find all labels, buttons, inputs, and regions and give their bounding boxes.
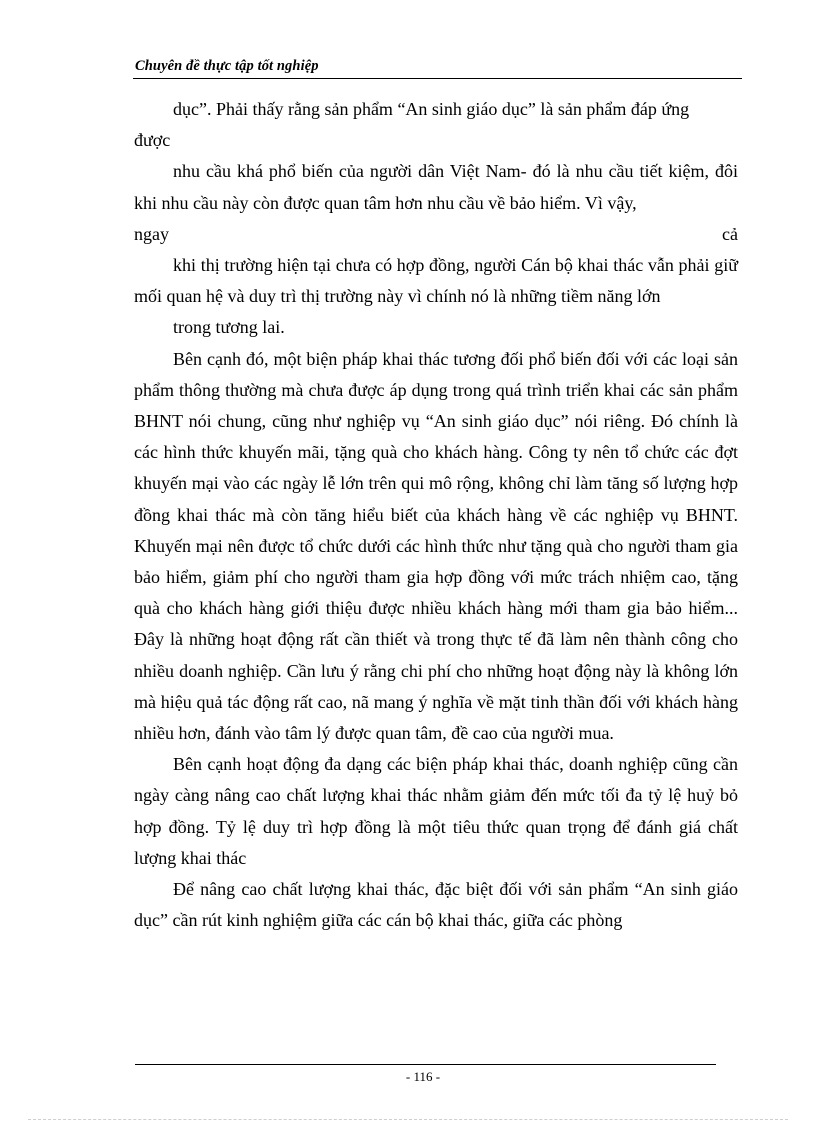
paragraph-7: Để nâng cao chất lượng khai thác, đặc biệt đối với sản phẩm “An sinh giáo dục” cần rút kinh nghiệm giữa các cán bộ khai thác, giữa các phòng [134, 879, 738, 931]
paragraph-2-word-left: ngay [134, 223, 169, 244]
paragraph-1-continuation: được [134, 130, 171, 151]
paragraph-2-justified-line [134, 219, 738, 250]
header-divider [133, 78, 742, 79]
paragraph-1-line-1: dục”. Phải thấy rằng sản phẩm “An sinh giáo dục” là sản phẩm đáp ứng [173, 99, 690, 119]
page-number: - 116 - [405, 1069, 441, 1084]
page-bottom-dashed-line [28, 1119, 788, 1120]
paragraph-6: Bên cạnh hoạt động đa dạng các biện pháp khai thác, doanh nghiệp cũng cần ngày càng nâng cao chất lượng khai thác nhằm giảm đến mức tối đa tỷ lệ huỷ bỏ hợp đồng. Tỷ lệ duy trì hợp đồng là một tiêu thức quan trọng để đánh giá chất lượng khai thác [134, 754, 738, 868]
paragraph-2: nhu cầu khá phổ biến của người dân Việt Nam- đó là nhu cầu tiết kiệm, đôi khi nhu cầu này còn được quan tâm hơn nhu cầu về bảo hiểm. Vì vậy, [134, 161, 738, 213]
paragraph-2-word-right: cả [722, 223, 738, 244]
body-text [134, 94, 738, 936]
footer-divider [135, 1064, 716, 1065]
paragraph-4: trong tương lai. [173, 317, 285, 338]
paragraph-3: khi thị trường hiện tại chưa có hợp đồng, người Cán bộ khai thác vẫn phải giữ mối quan hệ và duy trì thị trường này vì chính nó là những tiềm năng lớn [134, 255, 738, 307]
page-header-title: Chuyên đề thực tập tốt nghiệp [135, 58, 319, 74]
paragraph-5: Bên cạnh đó, một biện pháp khai thác tương đối phổ biến đối với các loại sản phẩm thông thường mà chưa được áp dụng trong quá trình triển khai các sản phẩm BHNT nói chung, cũng như nghiệp vụ “An sinh giáo dục” nói riêng. Đó chính là các hình thức khuyến mãi, tặng quà cho khách hàng. Công ty nên tổ chức các đợt khuyến mại vào các ngày lễ lớn trên qui mô rộng, không chỉ làm tăng số lượng hợp đồng khai thác mà còn tăng hiểu biết của khách hàng về các nghiệp vụ BHNT. Khuyến mại nên được tổ chức dưới các hình thức như tặng quà cho người tham gia bảo hiểm, giảm phí cho người tham gia hợp đồng với mức trách nhiệm cao, tặng quà cho khách hàng giới thiệu được nhiều khách hàng mới tham gia bảo hiểm... Đây là những hoạt động rất cần thiết và trong thực tế đã làm nên thành công cho nhiều doanh nghiệp. Cần lưu ý rằng chi phí cho những hoạt động này là không lớn mà hiệu quả tác động rất cao, nã mang ý nghĩa về mặt tinh thần đối với khách hàng nhiều hơn, đánh vào tâm lý được quan tâm, đề cao của người mua. [134, 348, 738, 744]
paragraph-1 [134, 94, 738, 125]
